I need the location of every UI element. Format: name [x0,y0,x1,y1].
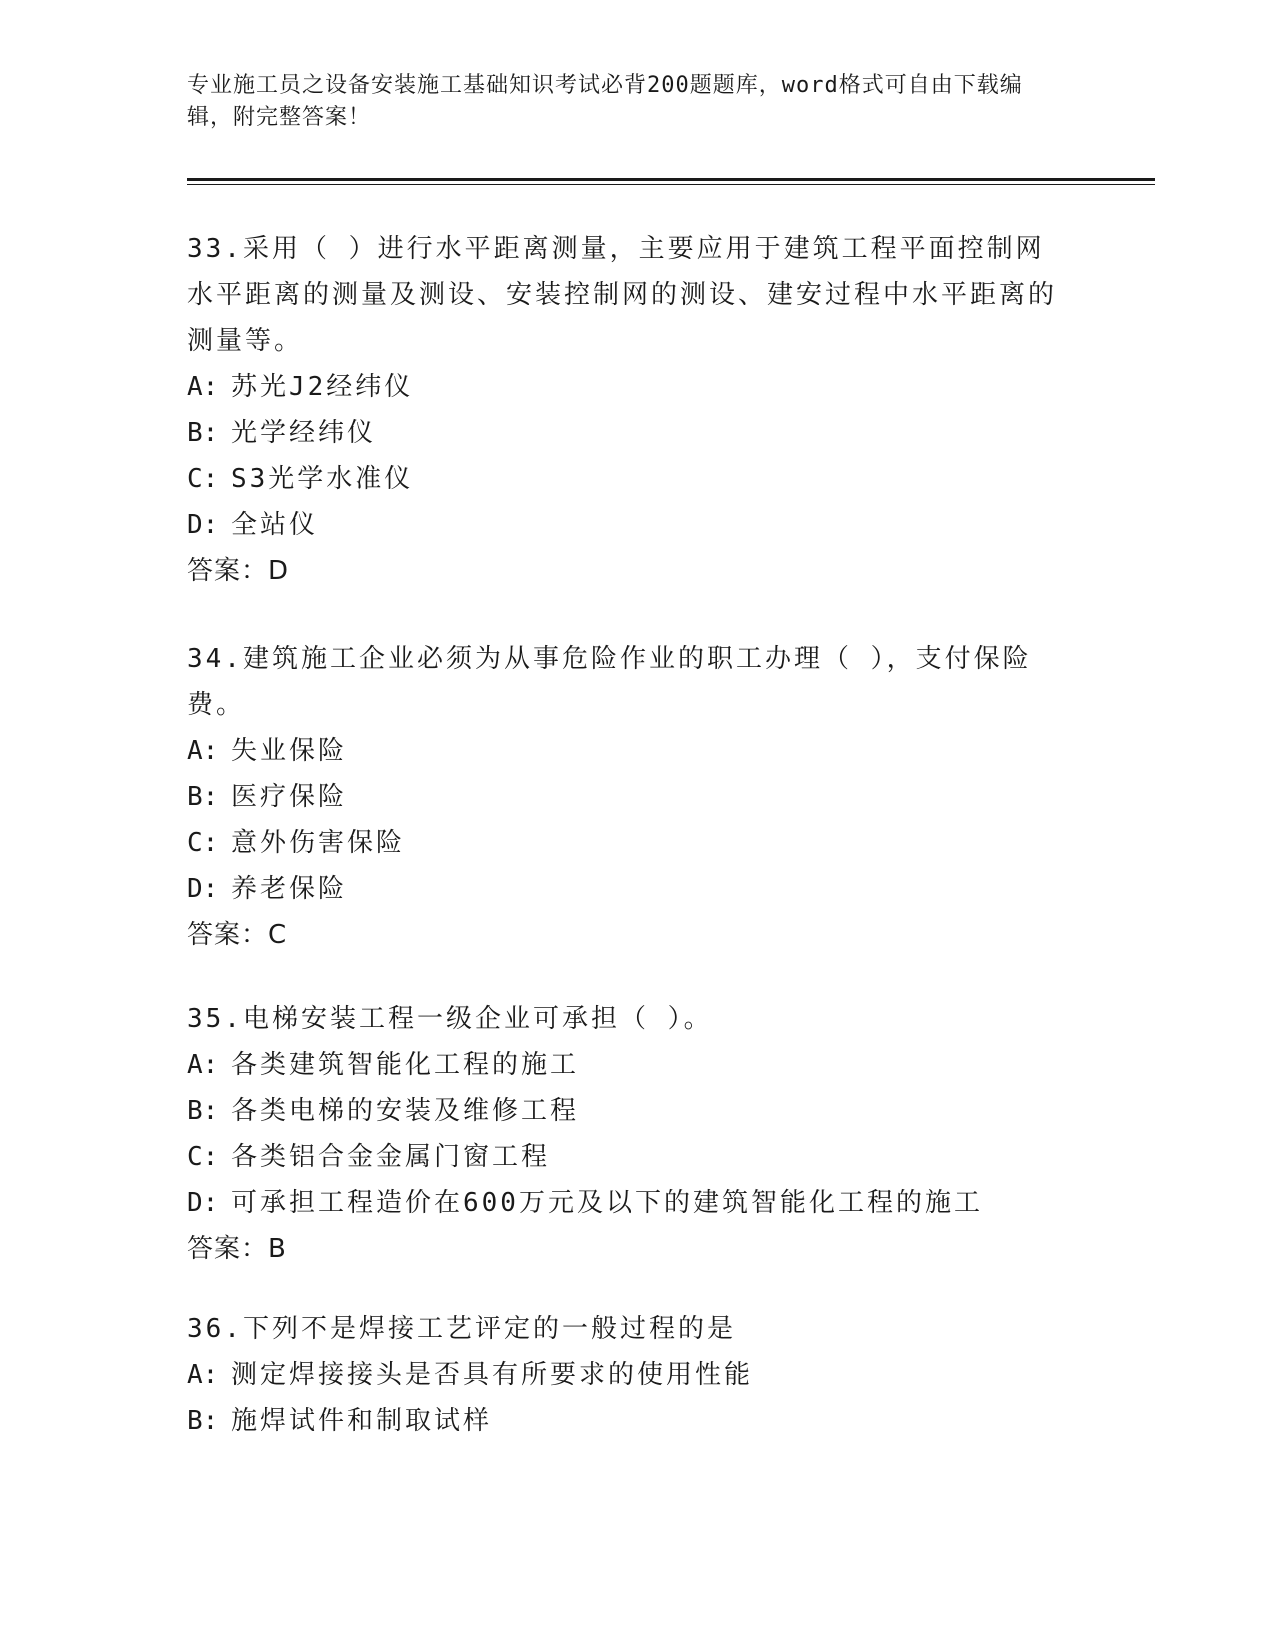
option-label: B: [187,418,219,448]
option-b [187,1088,1067,1134]
option-b [187,410,1067,456]
question-text: 33.采用（ ）进行水平距离测量，主要应用于建筑工程平面控制网水平距离的测量及测设、安装控制网的测设、建安过程中水平距离的测量等。 [187,234,1058,356]
question-34 [187,636,1067,958]
option-a [187,1042,1067,1088]
option-label: B: [187,1096,219,1126]
option-label: C: [187,1142,219,1172]
header-rule-thin [187,184,1155,185]
option-label: A: [187,736,219,766]
option-text: 全站仪 [231,510,319,540]
option-c [187,1134,1067,1180]
answer: 答案：B [187,1234,287,1264]
option-text: 光学经纬仪 [231,418,377,448]
option-text: 各类铝合金金属门窗工程 [231,1142,551,1172]
answer: 答案：C [187,920,288,950]
option-text: 养老保险 [231,874,348,904]
option-label: A: [187,372,219,402]
option-label: A: [187,1360,219,1390]
question-36 [187,1306,1067,1444]
option-label: D: [187,510,219,540]
option-text: 各类电梯的安装及维修工程 [231,1096,580,1126]
question-text: 34.建筑施工企业必须为从事危险作业的职工办理（ ），支付保险费。 [187,644,1032,720]
option-label: C: [187,464,219,494]
option-c [187,820,1067,866]
option-text: 意外伤害保险 [231,828,406,858]
option-a [187,728,1067,774]
option-d [187,502,1067,548]
question-text: 35.电梯安装工程一级企业可承担（ ）。 [187,1004,713,1034]
question-text: 36.下列不是焊接工艺评定的一般过程的是 [187,1314,736,1344]
option-text: 苏光J2经纬仪 [231,372,414,402]
answer: 答案：D [187,556,290,586]
question-35 [187,996,1067,1272]
document-header: 专业施工员之设备安装施工基础知识考试必背200题题库，word格式可自由下载编辑，附完整答案！ [187,73,1023,130]
option-b [187,774,1067,820]
option-text: 失业保险 [231,736,348,766]
option-text: 可承担工程造价在600万元及以下的建筑智能化工程的施工 [231,1188,983,1218]
option-text: 施焊试件和制取试样 [231,1406,493,1436]
question-33 [187,226,1067,594]
option-d [187,866,1067,912]
option-label: C: [187,828,219,858]
option-text: 各类建筑智能化工程的施工 [231,1050,580,1080]
option-text: S3光学水准仪 [231,464,414,494]
option-label: D: [187,1188,219,1218]
option-label: B: [187,1406,219,1436]
option-text: 测定焊接接头是否具有所要求的使用性能 [231,1360,754,1390]
header-rule-thick [187,178,1155,181]
option-c [187,456,1067,502]
option-label: D: [187,874,219,904]
option-d [187,1180,1067,1226]
option-label: B: [187,782,219,812]
option-a [187,1352,1067,1398]
option-b [187,1398,1067,1444]
option-label: A: [187,1050,219,1080]
option-text: 医疗保险 [231,782,348,812]
option-a [187,364,1067,410]
